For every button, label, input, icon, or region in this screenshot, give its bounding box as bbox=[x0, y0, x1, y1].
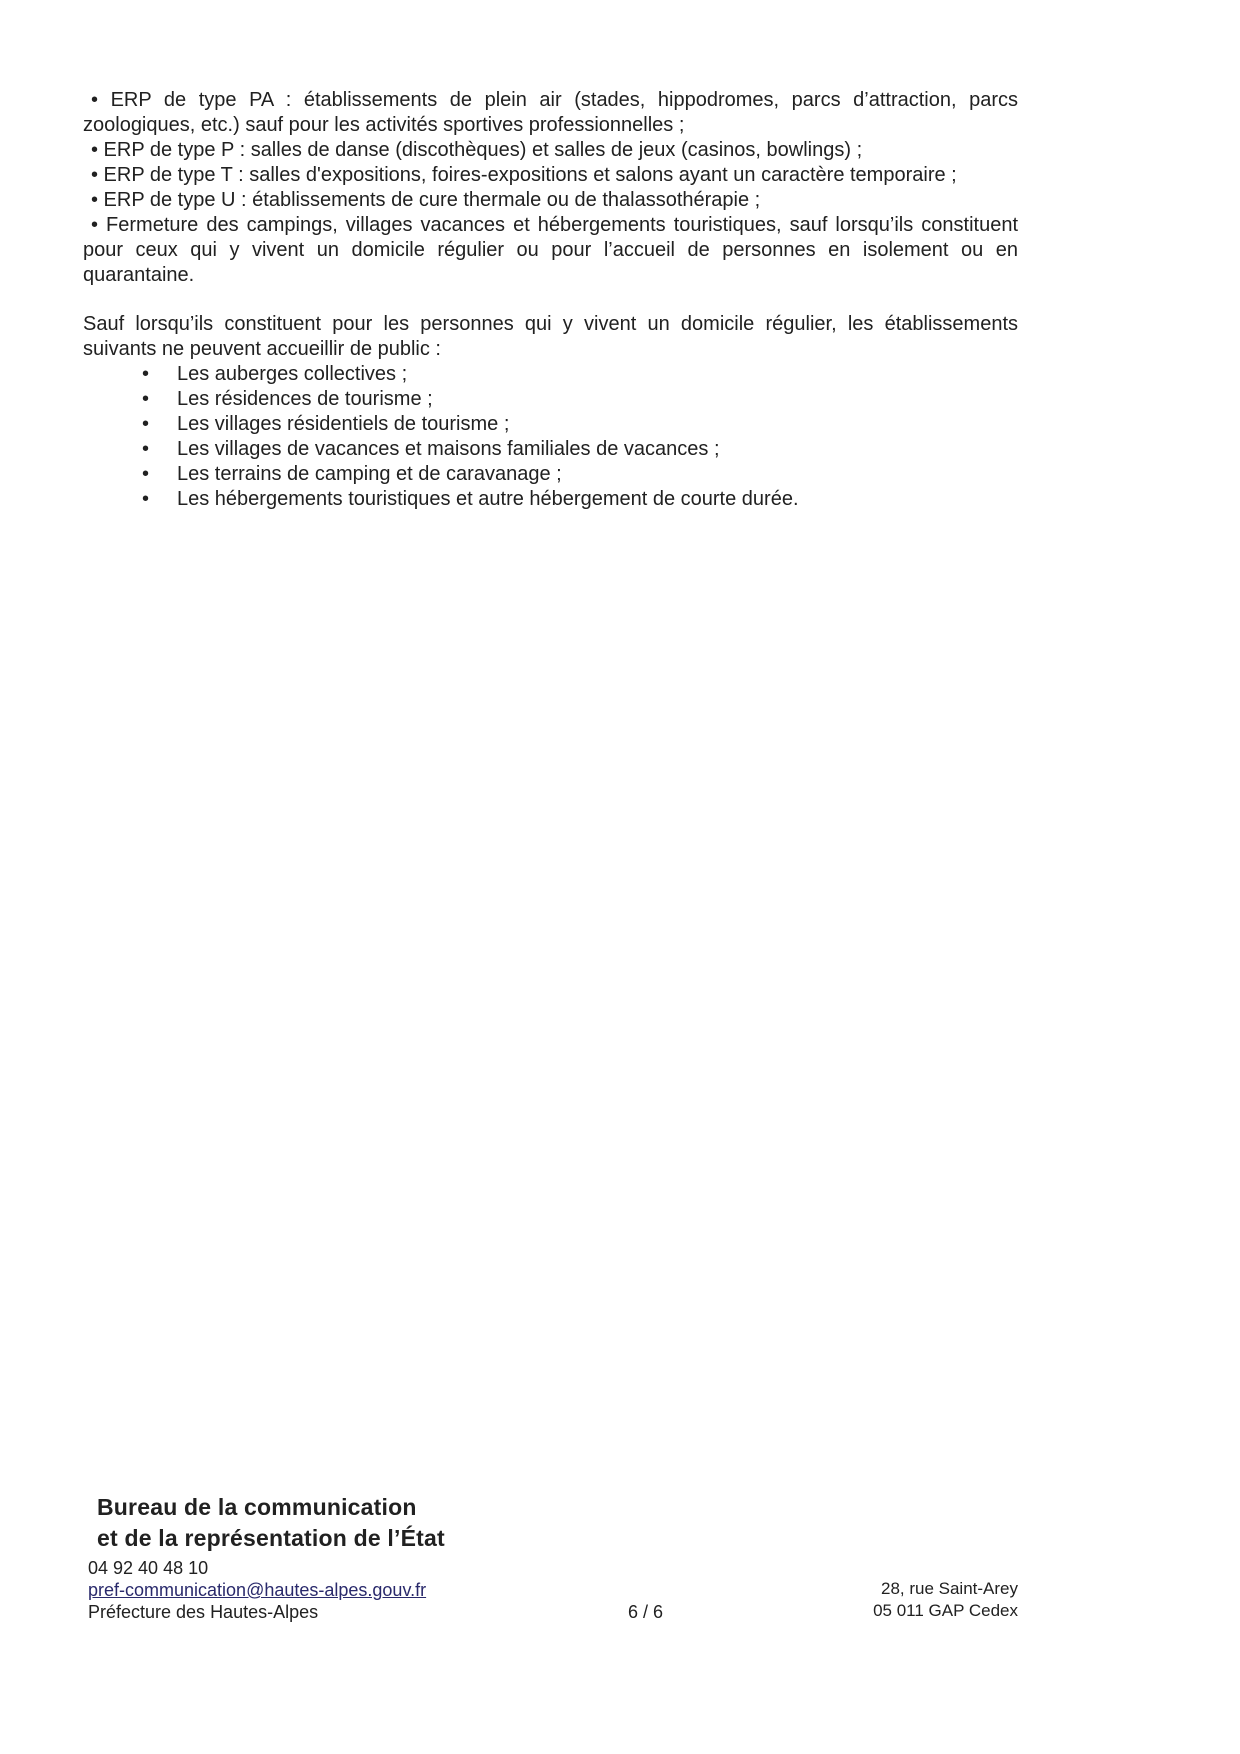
erp-paragraph-p: • ERP de type P : salles de danse (discothèques) et salles de jeux (casinos, bowlings) ; bbox=[91, 139, 863, 161]
bullet-icon: • bbox=[142, 438, 150, 460]
footer-address-line2: 05 011 GAP Cedex bbox=[873, 1601, 1018, 1620]
list-item bbox=[83, 362, 1018, 387]
bullet-icon: • bbox=[142, 488, 150, 510]
footer-address-line1: 28, rue Saint-Arey bbox=[880, 1579, 1018, 1598]
footer-address bbox=[873, 1578, 1018, 1622]
footer-email-link[interactable]: pref-communication@hautes-alpes.gouv.fr bbox=[88, 1580, 427, 1600]
erp-paragraph-u: • ERP de type U : établissements de cure thermale ou de thalassothérapie ; bbox=[91, 189, 761, 211]
bullet-icon: • bbox=[142, 388, 150, 410]
list-item bbox=[83, 437, 1018, 462]
fermeture-paragraph: • Fermeture des campings, villages vacances et hébergements touristiques, sauf lorsqu’ils constituent pour ceux qui y vivent un domicile régulier ou pour l’accueil de personnes en isolement ou en quarantaine. bbox=[83, 214, 1018, 286]
list-item-text: Les villages résidentiels de tourisme ; bbox=[177, 413, 510, 435]
list-item-text: Les résidences de tourisme ; bbox=[177, 388, 433, 410]
bullet-icon: • bbox=[142, 363, 150, 385]
list-item bbox=[83, 487, 1018, 512]
list-item-text: Les terrains de camping et de caravanage ; bbox=[177, 463, 562, 485]
footer-phone: 04 92 40 48 10 bbox=[88, 1558, 209, 1578]
footer-office-line1: Bureau de la communication bbox=[97, 1494, 417, 1520]
list-item bbox=[83, 462, 1018, 487]
erp-paragraph-pa: • ERP de type PA : établissements de plein air (stades, hippodromes, parcs d’attraction, parcs zoologiques, etc.) sauf pour les activités sportives professionnelles ; bbox=[83, 89, 1018, 136]
document-body bbox=[83, 88, 1018, 512]
footer-office-name bbox=[97, 1492, 1018, 1554]
hosting-list bbox=[83, 362, 1018, 512]
list-item-text: Les villages de vacances et maisons familiales de vacances ; bbox=[177, 438, 720, 460]
bullet-icon: • bbox=[142, 413, 150, 435]
intro-paragraph: Sauf lorsqu’ils constituent pour les personnes qui y vivent un domicile régulier, les établissements suivants ne peuvent accueillir de public : bbox=[83, 313, 1018, 360]
erp-paragraph-t: • ERP de type T : salles d'expositions, foires-expositions et salons ayant un caractère temporaire ; bbox=[91, 164, 957, 186]
footer-organization: Préfecture des Hautes-Alpes bbox=[88, 1602, 319, 1622]
bullet-icon: • bbox=[142, 463, 150, 485]
page-footer bbox=[88, 1492, 1018, 1623]
list-item-text: Les hébergements touristiques et autre hébergement de courte durée. bbox=[177, 488, 799, 510]
list-item bbox=[83, 412, 1018, 437]
list-item-text: Les auberges collectives ; bbox=[177, 363, 408, 385]
list-item bbox=[83, 387, 1018, 412]
footer-office-line2: et de la représentation de l’État bbox=[97, 1525, 445, 1551]
page-number: 6 / 6 bbox=[628, 1602, 664, 1622]
